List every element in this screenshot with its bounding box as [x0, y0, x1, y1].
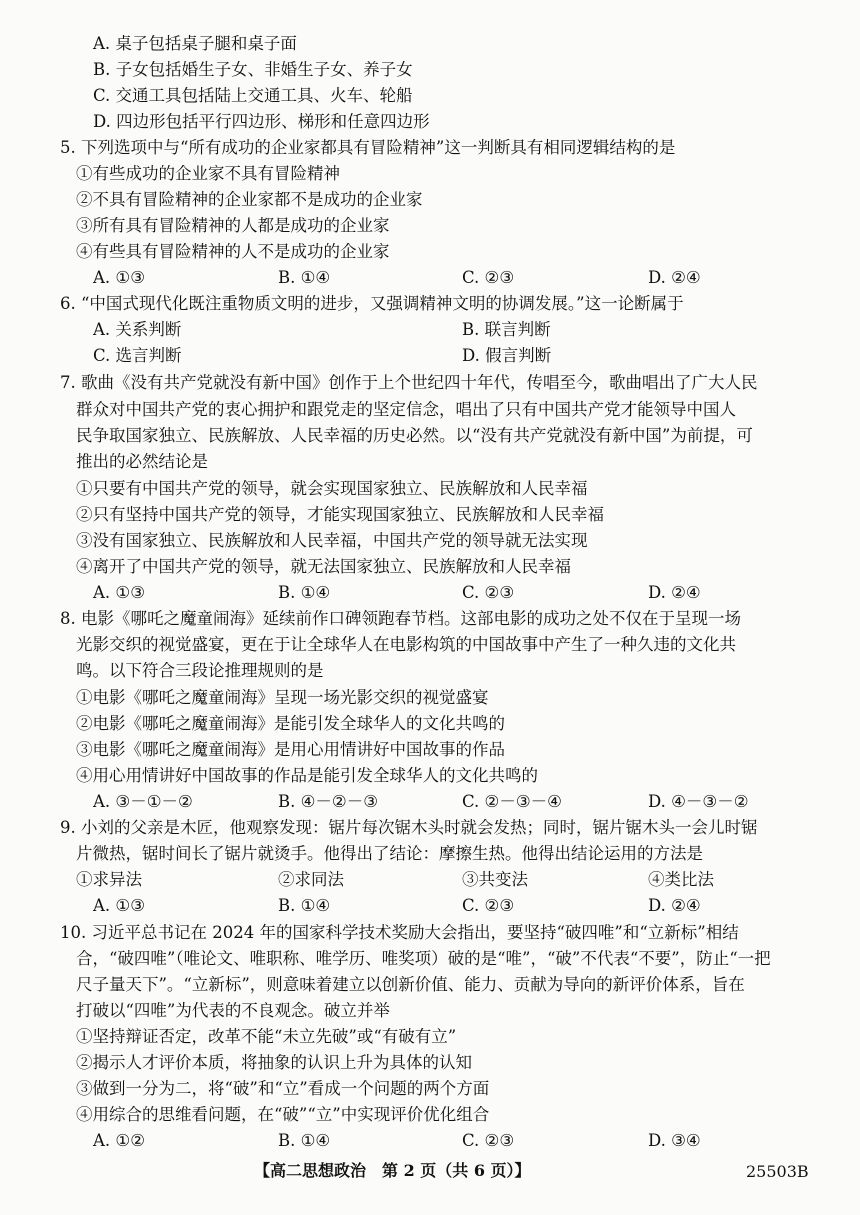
q7-choice-c: C. ②③: [462, 583, 515, 602]
q6-choice-c: C. 选言判断: [93, 346, 182, 365]
page-footer-code: 25503B: [746, 1162, 809, 1181]
q9-item-1: ①求异法: [76, 870, 142, 889]
q10-item-4: ④用综合的思维看问题，在“破”“立”中实现评价优化组合: [76, 1105, 490, 1124]
q9-choice-b: B. ①④: [278, 896, 331, 915]
q5-item-4: ④有些具有冒险精神的人不是成功的企业家: [76, 242, 390, 261]
q8-stem-line-2: 光影交织的视觉盛宴，更在于让全球华人在电影构筑的中国故事中产生了一种久违的文化共: [76, 635, 736, 654]
q7-choice-d: D. ②④: [648, 583, 701, 602]
q9-item-2: ②求同法: [278, 870, 344, 889]
q5-item-2: ②不具有冒险精神的企业家都不是成功的企业家: [76, 190, 423, 209]
q7-item-4: ④离开了中国共产党的领导，就无法国家独立、民族解放和人民幸福: [76, 557, 571, 576]
q9-stem-line-2: 片微热，锯时间长了锯片就烫手。他得出了结论：摩擦生热。他得出结论运用的方法是: [76, 844, 703, 863]
q4-option-d: D. 四边形包括平行四边形、梯形和任意四边形: [93, 112, 430, 131]
q9-item-4: ④类比法: [648, 870, 714, 889]
q7-stem-line-2: 群众对中国共产党的衷心拥护和跟党走的坚定信念，唱出了只有中国共产党才能领导中国人: [76, 400, 736, 419]
q7-stem-line-4: 推出的必然结论是: [76, 452, 208, 471]
q6-choice-b: B. 联言判断: [462, 320, 551, 339]
q10-choice-d: D. ③④: [648, 1131, 701, 1150]
q7-item-2: ②只有坚持中国共产党的领导，才能实现国家独立、民族解放和人民幸福: [76, 505, 604, 524]
q7-stem-line-1: 7. 歌曲《没有共产党就没有新中国》创作于上个世纪四十年代，传唱至今，歌曲唱出了广大人民: [60, 373, 758, 392]
q4-option-c: C. 交通工具包括陆上交通工具、火车、轮船: [93, 86, 413, 105]
q10-stem-line-3: 尺子量天下”。“立新标”，则意味着建立以创新价值、能力、贡献为导向的新评价体系，旨在: [76, 975, 745, 994]
q9-choice-d: D. ②④: [648, 896, 701, 915]
page-footer-title: 【高二思想政治 第 2 页（共 6 页）】: [254, 1161, 531, 1180]
q6-stem: 6. “中国式现代化既注重物质文明的进步，又强调精神文明的协调发展。”这一论断属于: [60, 294, 684, 313]
q7-stem-line-3: 民争取国家独立、民族解放、人民幸福的历史必然。以“没有共产党就没有新中国”为前提，可: [76, 426, 753, 445]
q8-item-2: ②电影《哪吒之魔童闹海》是能引发全球华人的文化共鸣的: [76, 714, 505, 733]
q10-stem-line-4: 打破以“四唯”为代表的不良观念。破立并举: [76, 1001, 390, 1020]
q8-item-4: ④用心用情讲好中国故事的作品是能引发全球华人的文化共鸣的: [76, 766, 538, 785]
q9-choice-a: A. ①③: [93, 896, 145, 915]
q5-stem: 5. 下列选项中与“所有成功的企业家都具有冒险精神”这一判断具有相同逻辑结构的是: [60, 138, 676, 157]
q10-choice-a: A. ①②: [93, 1131, 145, 1150]
q4-option-a: A. 桌子包括桌子腿和桌子面: [93, 34, 297, 53]
q10-choice-b: B. ①④: [278, 1131, 331, 1150]
q8-choice-a: A. ③－①－②: [93, 792, 193, 811]
q9-item-3: ③共变法: [462, 870, 528, 889]
q10-choice-c: C. ②③: [462, 1131, 515, 1150]
q7-choice-a: A. ①③: [93, 583, 145, 602]
q9-stem-line-1: 9. 小刘的父亲是木匠，他观察发现：锯片每次锯木头时就会发热；同时，锯片锯木头一会儿时锯: [60, 818, 758, 837]
q6-choice-d: D. 假言判断: [462, 346, 552, 365]
q8-stem-line-3: 鸣。以下符合三段论推理规则的是: [76, 661, 324, 680]
q10-stem-line-1: 10. 习近平总书记在 2024 年的国家科学技术奖励大会指出，要坚持“破四唯”和“立新标”相结: [60, 923, 739, 942]
q8-item-3: ③电影《哪吒之魔童闹海》是用心用情讲好中国故事的作品: [76, 740, 505, 759]
q10-item-2: ②揭示人才评价本质，将抽象的认识上升为具体的认知: [76, 1053, 472, 1072]
q7-choice-b: B. ①④: [278, 583, 331, 602]
q8-choice-c: C. ②－③－④: [462, 792, 562, 811]
q5-choice-c: C. ②③: [462, 268, 515, 287]
q10-item-3: ③做到一分为二，将“破”和“立”看成一个问题的两个方面: [76, 1079, 490, 1098]
q5-choice-b: B. ①④: [278, 268, 331, 287]
q8-choice-d: D. ④－③－②: [648, 792, 749, 811]
q7-item-3: ③没有国家独立、民族解放和人民幸福，中国共产党的领导就无法实现: [76, 531, 588, 550]
q5-choice-a: A. ①③: [93, 268, 145, 287]
q5-item-3: ③所有具有冒险精神的人都是成功的企业家: [76, 216, 390, 235]
q8-item-1: ①电影《哪吒之魔童闹海》呈现一场光影交织的视觉盛宴: [76, 688, 489, 707]
q8-stem-line-1: 8. 电影《哪吒之魔童闹海》延续前作口碑领跑春节档。这部电影的成功之处不仅在于呈现一场: [60, 609, 741, 628]
q4-option-b: B. 子女包括婚生子女、非婚生子女、养子女: [93, 60, 413, 79]
q5-choice-d: D. ②④: [648, 268, 701, 287]
q8-choice-b: B. ④－②－③: [278, 792, 378, 811]
q6-choice-a: A. 关系判断: [93, 320, 182, 339]
q7-item-1: ①只要有中国共产党的领导，就会实现国家独立、民族解放和人民幸福: [76, 479, 588, 498]
q10-item-1: ①坚持辩证否定，改革不能“未立先破”或“有破有立”: [76, 1027, 457, 1046]
q9-choice-c: C. ②③: [462, 896, 515, 915]
q10-stem-line-2: 合，“破四唯”（唯论文、唯职称、唯学历、唯奖项）破的是“唯”，“破”不代表“不要”，防止“一把: [76, 949, 771, 968]
q5-item-1: ①有些成功的企业家不具有冒险精神: [76, 164, 340, 183]
